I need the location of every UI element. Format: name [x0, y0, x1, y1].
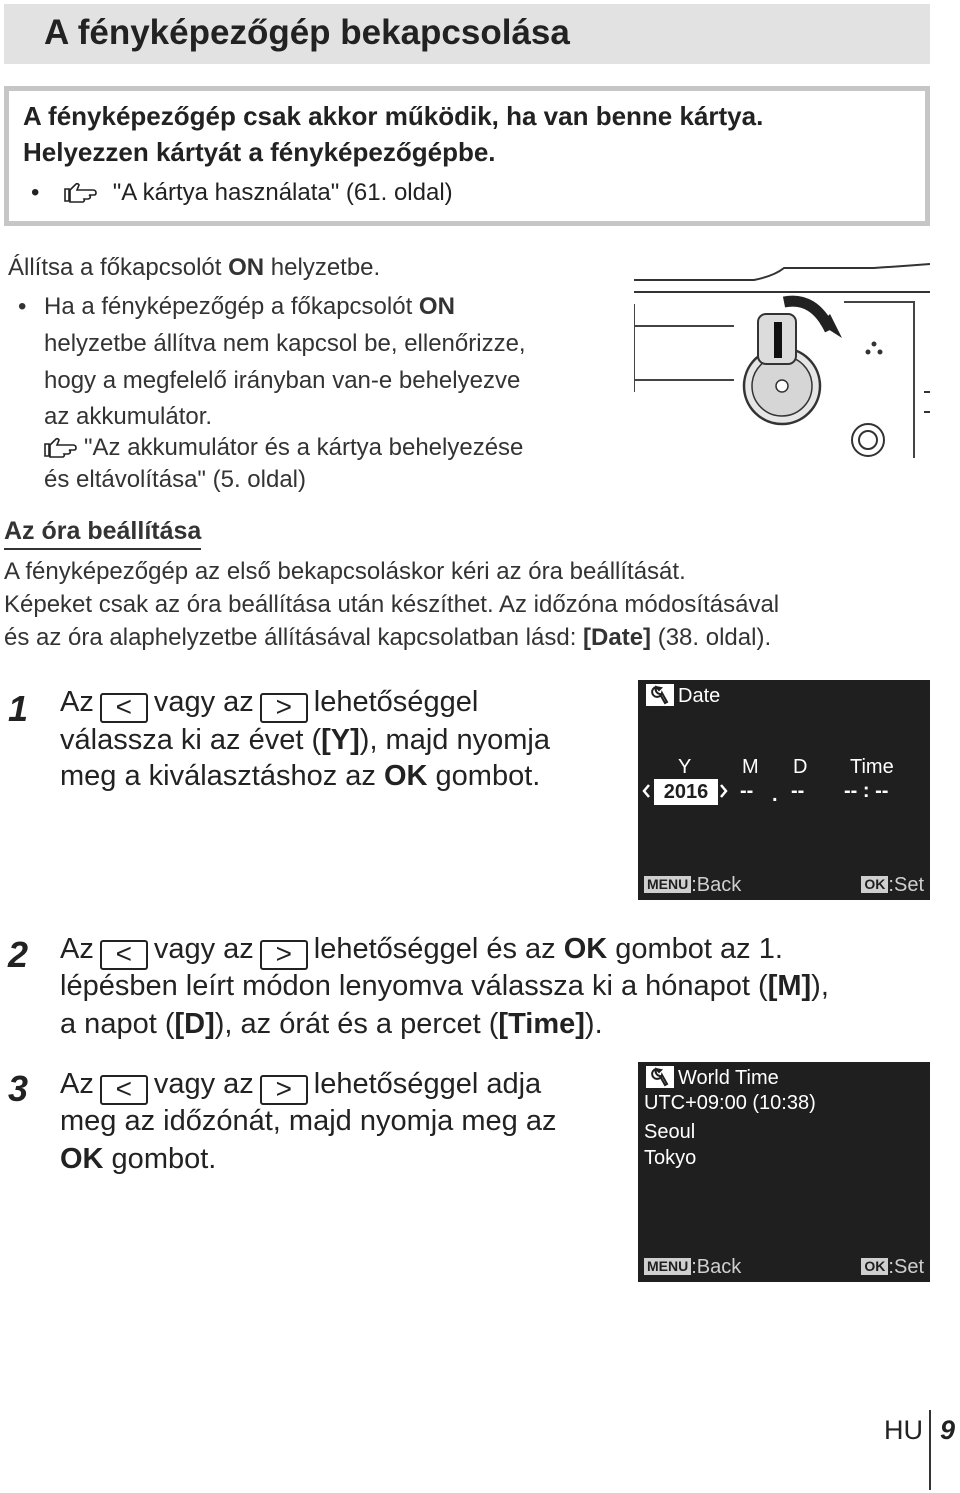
step-text: ), — [811, 970, 829, 1002]
set-hint[interactable] — [861, 1256, 924, 1279]
step-text: ), majd nyomja — [359, 724, 550, 756]
screen-title: Date — [678, 685, 721, 707]
power-bullet-line-3: hogy a megfelelő irányban van-e behelyezve — [44, 367, 521, 394]
step-text: Az — [60, 1068, 94, 1100]
power-on-label: ON — [228, 254, 265, 281]
notice-reference — [31, 179, 453, 207]
set-label: :Set — [888, 1256, 924, 1278]
bullet: • — [31, 179, 40, 206]
step3-line-1 — [60, 1068, 541, 1105]
step-text: lehetőséggel adja — [313, 1068, 542, 1100]
power-reference-line-1 — [44, 434, 523, 462]
power-bullet-line-1 — [18, 293, 455, 321]
step-text: ). — [584, 1008, 603, 1040]
step-text: vagy az — [153, 686, 254, 718]
step-number: 1 — [8, 688, 29, 729]
notice-line-1: A fényképezőgép csak akkor működik, ha van benne kártya. — [23, 101, 764, 131]
time-column-label: Time — [850, 756, 894, 778]
power-reference-text: "Az akkumulátor és a kártya behelyezése — [84, 434, 524, 461]
power-intro-end: helyzetbe. — [264, 254, 381, 281]
right-arrow-key-icon: > — [260, 940, 308, 970]
clock-paragraph-line-2: Képeket csak az óra beállítása után készíthet. Az időzóna módosításával — [4, 591, 780, 618]
power-bullet-line-4: az akkumulátor. — [44, 403, 213, 430]
right-arrow-key-icon: > — [260, 693, 308, 723]
reference-hand-icon — [44, 436, 78, 458]
day-field-reference: [D] — [174, 1008, 215, 1040]
language-code: HU — [884, 1415, 923, 1445]
section-heading: Az óra beállítása — [4, 517, 201, 550]
day-value-field[interactable]: -- — [791, 780, 805, 802]
ok-button-badge: OK — [861, 1258, 888, 1275]
power-intro — [8, 254, 380, 282]
wrench-icon — [646, 1066, 674, 1088]
power-bullet-start: Ha a fényképezőgép a főkapcsolót — [44, 293, 419, 320]
world-time-screen — [638, 1062, 930, 1282]
step1-line-2 — [60, 724, 550, 757]
clock-paragraph-line-3 — [4, 624, 771, 652]
power-bullet-line-2: helyzetbe állítva nem kapcsol be, ellenőrizze, — [44, 330, 526, 357]
chevron-right-icon — [719, 783, 729, 799]
page-number: 9 — [940, 1415, 956, 1445]
clock-paragraph-end: (38. oldal). — [651, 624, 772, 651]
step-text: Az — [60, 933, 94, 965]
set-label: :Set — [888, 874, 924, 896]
card-notice-box — [4, 86, 930, 226]
step2-line-3 — [60, 1008, 603, 1041]
ok-button-reference: OK — [383, 760, 428, 792]
page-title: A fényképezőgép bekapcsolása — [44, 13, 570, 52]
step-text: lehetőséggel és az — [313, 933, 564, 965]
utc-offset: UTC+09:00 (10:38) — [644, 1092, 816, 1114]
reference-hand-icon — [64, 181, 98, 203]
chevron-left-icon — [641, 783, 651, 799]
ok-button-badge: OK — [861, 876, 888, 893]
power-bullet-text — [44, 293, 455, 321]
date-setting-screen — [638, 680, 930, 900]
back-hint[interactable] — [644, 1256, 741, 1279]
step-text: gombot az 1. — [607, 933, 783, 965]
step-text: gombot. — [103, 1143, 217, 1175]
left-arrow-key-icon: < — [100, 693, 148, 723]
step-text: meg a kiválasztáshoz az — [60, 760, 384, 792]
day-column-label: D — [793, 756, 808, 778]
time-field-reference: [Time] — [498, 1008, 585, 1040]
step-text: vagy az — [153, 933, 254, 965]
clock-paragraph-text: és az óra alaphelyzetbe állításával kapcsolatban lásd: — [4, 624, 584, 651]
set-hint[interactable] — [861, 874, 924, 897]
step-text: Az — [60, 686, 94, 718]
step2-line-1 — [60, 933, 783, 970]
left-arrow-key-icon: < — [100, 940, 148, 970]
step3-line-2: meg az időzónát, majd nyomja meg az — [60, 1105, 557, 1137]
reference-text: "A kártya használata" (61. oldal) — [112, 179, 453, 206]
bullet: • — [18, 293, 27, 320]
step1-line-3 — [60, 760, 540, 793]
screen-title-row — [646, 1066, 779, 1092]
step-text: lehetőséggel — [313, 686, 479, 718]
ok-button-reference: OK — [563, 933, 608, 965]
month-field-reference: [M] — [767, 970, 812, 1002]
step3-line-3 — [60, 1143, 216, 1176]
wrench-icon — [646, 684, 674, 706]
step-number: 2 — [8, 934, 29, 975]
year-value-field[interactable]: 2016 — [654, 779, 718, 805]
step-text: vagy az — [153, 1068, 254, 1100]
power-intro-text: Állítsa a főkapcsolót — [8, 254, 229, 281]
clock-paragraph-line-1: A fényképezőgép az első bekapcsoláskor kéri az óra beállítását. — [4, 558, 686, 585]
footer-divider — [929, 1410, 931, 1490]
year-column-label: Y — [678, 756, 692, 778]
menu-button-badge: MENU — [644, 876, 691, 893]
city-name[interactable]: Tokyo — [644, 1147, 697, 1169]
back-hint[interactable] — [644, 874, 741, 897]
power-reference-line-2: és eltávolítása" (5. oldal) — [44, 466, 306, 493]
step-number: 3 — [8, 1068, 29, 1109]
month-value-field[interactable]: -- — [740, 780, 754, 802]
step1-line-1 — [60, 686, 478, 723]
date-separator: . — [772, 784, 778, 806]
left-arrow-key-icon: < — [100, 1075, 148, 1105]
step-text: lépésben leírt módon lenyomva válassza ki a hónapot ( — [60, 970, 768, 1002]
camera-power-switch-illustration — [634, 262, 930, 460]
ok-button-reference: OK — [60, 1143, 104, 1175]
time-value-field[interactable]: -- : -- — [844, 780, 889, 802]
step2-line-2 — [60, 970, 829, 1003]
notice-line-2: Helyezzen kártyát a fényképezőgépbe. — [23, 137, 496, 167]
back-label: :Back — [691, 874, 742, 896]
month-column-label: M — [742, 756, 759, 778]
step-text: válassza ki az évet ( — [60, 724, 322, 756]
year-field-reference: [Y] — [321, 724, 360, 756]
back-label: :Back — [691, 1256, 742, 1278]
step-text: ), az órát és a percet ( — [214, 1008, 499, 1040]
menu-button-badge: MENU — [644, 1258, 691, 1275]
right-arrow-key-icon: > — [260, 1075, 308, 1105]
power-on-label: ON — [418, 293, 455, 320]
step-text: a napot ( — [60, 1008, 175, 1040]
date-menu-reference: [Date] — [583, 624, 652, 651]
step-text: gombot. — [427, 760, 541, 792]
city-name[interactable]: Seoul — [644, 1121, 696, 1143]
screen-title-row — [646, 684, 720, 710]
screen-title: World Time — [678, 1067, 779, 1089]
